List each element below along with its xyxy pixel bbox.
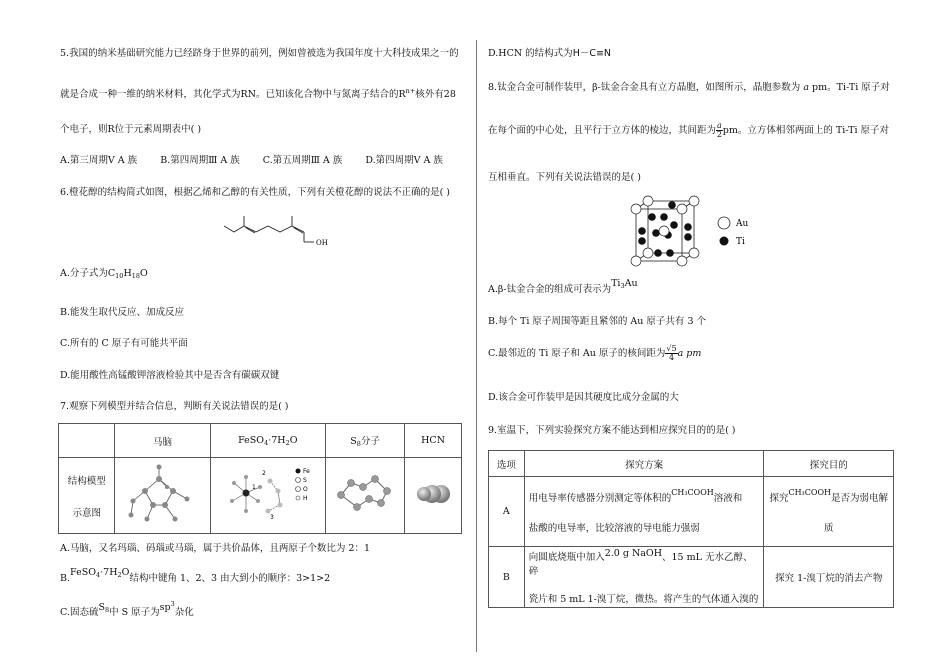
q7-feso4-model	[210, 458, 325, 534]
agate-model-image	[123, 461, 203, 527]
q9-row-b-option: B	[489, 547, 525, 608]
q8-option-b[interactable]: B.每个 Ti 原子周围等距且紧邻的 Au 原子共有 3 个	[488, 316, 707, 327]
svg-text:O: O	[302, 486, 308, 493]
formula-rn: RN	[240, 89, 256, 100]
q7-s8-model	[325, 458, 404, 534]
nerol-structure-diagram	[220, 208, 340, 248]
q8-option-a[interactable]: A.β-钛金合金的组成可表示为$Ti_3Au$	[488, 278, 638, 295]
q9-header-option: 选项	[489, 451, 525, 477]
q5-line2: 就是合成一种一维的纳米材料，其化学式为RN。已知该化合物中与氮离子结合的$R^{n+}$核外有28	[60, 87, 456, 100]
q7-stem: 7.观察下列模型并结合信息，判断有关说法错误的是( )	[60, 401, 289, 412]
q9-row-b-plan: 向圆底烧瓶中加入2.0 g NaOH、15 mL 无水乙醇、碎 瓷片和 5 mL 1-溴丁烷，微热。将产生的气体通入溴的	[524, 547, 764, 608]
svg-text:1: 1	[251, 484, 256, 491]
svg-text:Au: Au	[736, 219, 749, 229]
svg-text:Ti: Ti	[736, 237, 745, 247]
q7-header-hcn: HCN	[405, 424, 462, 458]
svg-text:2: 2	[261, 470, 266, 477]
table-row	[489, 477, 894, 547]
q5-option-b[interactable]: B.第四周期Ⅲ A 族	[160, 155, 240, 166]
q7-option-a[interactable]: A.马脑，又名玛瑙、码瑙或马瑙，属于共价晶体，且两原子个数比为 2：1	[60, 543, 370, 554]
q5-line3: 个电子，则R位于元素周期表中( )	[60, 124, 202, 135]
q5-options	[60, 155, 443, 166]
svg-text:3: 3	[269, 514, 274, 521]
q7-option-b[interactable]: $B.FeSO_4\cdot 7H_2O$结构中键角 1、2、3 由大到小的顺序：3>1>2	[60, 567, 331, 584]
ti-au-unit-cell-diagram	[628, 195, 763, 273]
column-divider	[476, 40, 477, 652]
q7-option-d[interactable]: D.HCN 的结构式为H－C≡N	[488, 48, 612, 59]
q9-stem: 9.室温下，下列实验探究方案不能达到相应探究目的的是( )	[488, 425, 736, 436]
q6-option-c[interactable]: C.所有的 C 原子有可能共平面	[60, 338, 188, 349]
q7-agate-model	[115, 458, 210, 534]
q6-option-d[interactable]: D.能用酸性高锰酸钾溶液检验其中是否含有碳碳双键	[60, 370, 280, 381]
q8-line1: 8.钛金合金可制作装甲，β-钛金合金具有立方晶胞，如图所示，晶胞参数为 a pm。Ti-Ti 原子对	[488, 82, 890, 93]
q9-row-a-option: A	[489, 477, 525, 547]
q9-experiment-table	[488, 450, 894, 608]
q8-option-d[interactable]: D.该合金可作装甲是因其硬度比成分金属的大	[488, 392, 679, 403]
right-column	[488, 0, 898, 672]
q7-header-feso4: $FeSO_4\cdot 7H_2O$	[210, 424, 325, 458]
q9-row-a-plan: 用电导率传感器分别测定等体积的$^{CH_3COOH}$溶液和 盐酸的电导率，比较溶液的导电能力强弱	[524, 477, 764, 547]
table-row	[489, 547, 894, 608]
svg-text:H: H	[302, 495, 308, 502]
q5-line1: 5.我国的纳米基础研究能力已经跻身于世界的前列，例如曾被选为我国年度十大科技成果之一的	[60, 48, 459, 59]
q6-option-a[interactable]: A.分子式为$C_{10}H_{18}O$	[60, 268, 148, 280]
q8-option-c[interactable]: C.最邻近的 Ti 原子和 Au 原子的核间距为 $\frac{√5}{4}$ a pm	[488, 344, 702, 362]
q7-header-agate: 马脑	[115, 424, 210, 458]
svg-text:S: S	[302, 477, 307, 484]
q6-stem: 6.橙花醇的结构简式如图，根据乙烯和乙醇的有关性质，下列有关橙花醇的说法不正确的是( )	[60, 187, 450, 198]
q7-option-c[interactable]: C.固态硫$S_8$中 S 原子为$sp^3$杂化	[60, 600, 194, 618]
q9-row-a-goal: 探究$^{CH_3COOH}$是否为弱电解 质	[764, 477, 894, 547]
feso4-model-image	[218, 461, 318, 527]
left-column	[60, 0, 460, 672]
q6-option-b[interactable]: B.能发生取代反应、加成反应	[60, 307, 185, 318]
hcn-spacefill-image	[413, 479, 453, 509]
q7-header-s8: $S_8$分子	[325, 424, 404, 458]
s8-ring-image	[333, 469, 397, 519]
q7-hcn-model	[405, 458, 462, 534]
q7-model-table	[58, 423, 462, 534]
q5-option-a[interactable]: A.第三周期Ⅴ A 族	[60, 155, 138, 166]
q7-row-label: 结构模型 示意图	[59, 458, 115, 534]
q7-header-empty	[59, 424, 115, 458]
q5-option-d[interactable]: D.第四周期Ⅴ A 族	[365, 155, 443, 166]
svg-text:Fe: Fe	[302, 468, 310, 475]
q8-line3: 互相垂直。下列有关说法错误的是( )	[488, 172, 641, 183]
q9-header-goal: 探究目的	[764, 451, 894, 477]
ti-legend-marker	[720, 237, 729, 246]
q9-header-plan: 探究方案	[524, 451, 764, 477]
q8-fraction: $\frac{a}{2}$	[716, 121, 722, 139]
q8-line2: 在每个面的中心处，且平行于立方体的棱边，其间距为 $\frac{a}{2}$ pm。立方体相邻两面上的 Ti-Ti 原子对	[488, 121, 890, 139]
oh-label: OH	[316, 239, 328, 247]
q9-row-b-goal: 探究 1-溴丁烷的消去产物	[764, 547, 894, 608]
au-legend-marker	[718, 217, 730, 229]
q5-option-c[interactable]: C.第五周期Ⅲ A 族	[262, 155, 343, 166]
